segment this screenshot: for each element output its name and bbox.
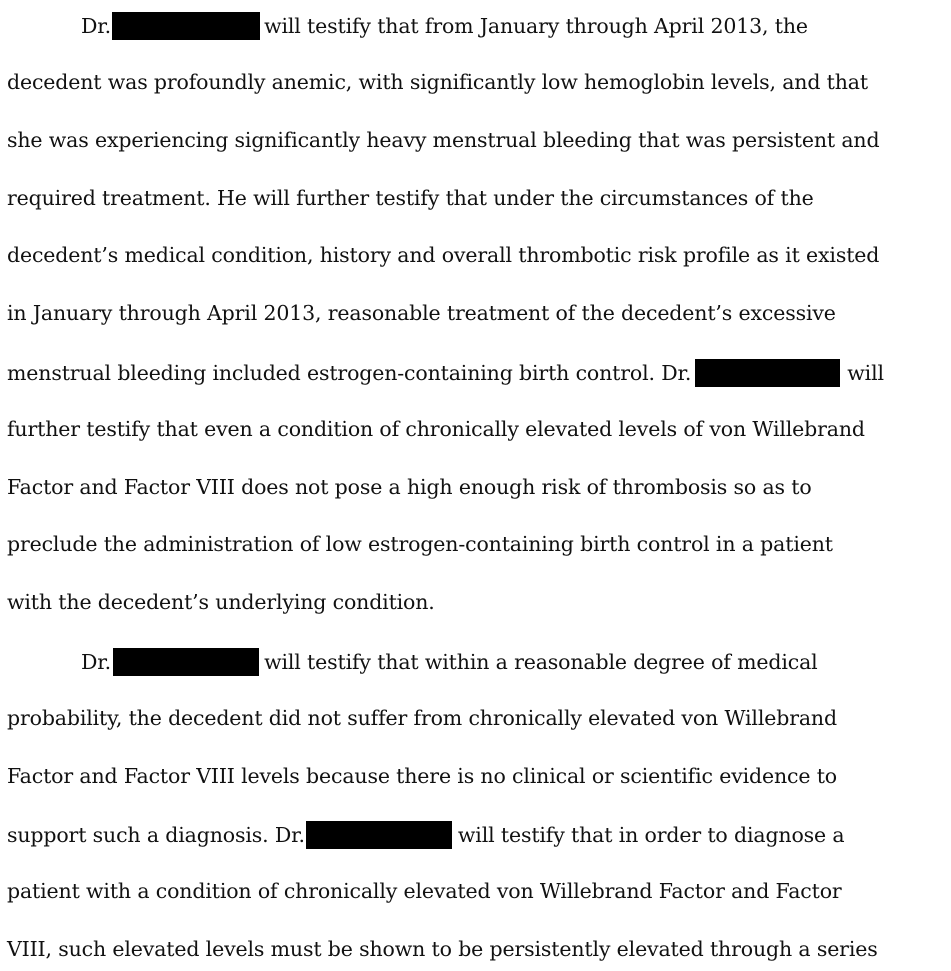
paragraph-1-line-2: decedent was profoundly anemic, with significantly low hemoglobin levels, and that: [7, 70, 868, 94]
paragraph-1-line-5: decedent’s medical condition, history and overall thrombotic risk profile as it existed: [7, 243, 880, 267]
doctor-prefix: Dr.: [81, 650, 112, 674]
redaction-block: [695, 359, 840, 387]
paragraph-2-line-6: VIII, such elevated levels must be shown to be persistently elevated through a series: [7, 937, 878, 961]
paragraph-1-line-10: preclude the administration of low estrogen-containing birth control in a patient: [7, 532, 833, 556]
paragraph-1-line-11: with the decedent’s underlying condition.: [7, 590, 435, 614]
paragraph-1-line-1: [81, 12, 808, 36]
paragraph-1-line-8: further testify that even a condition of chronically elevated levels of von Willebrand: [7, 417, 865, 441]
paragraph-1-line-6: in January through April 2013, reasonable treatment of the decedent’s excessive: [7, 301, 836, 325]
document-page: [7, 0, 951, 971]
paragraph-2-line-2: probability, the decedent did not suffer from chronically elevated von Willebrand: [7, 706, 837, 730]
redaction-block: [113, 648, 259, 676]
paragraph-2-line-4: [7, 821, 844, 845]
paragraph-1-line-4: required treatment. He will further testify that under the circumstances of the: [7, 186, 814, 210]
paragraph-2-line-1: [81, 648, 818, 672]
line-text: will testify that in order to diagnose a: [457, 823, 845, 847]
paragraph-2-line-3: Factor and Factor VIII levels because there is no clinical or scientific evidence to: [7, 764, 837, 788]
doctor-prefix: Dr.: [81, 14, 112, 38]
line-text: support such a diagnosis. Dr.: [7, 823, 305, 847]
paragraph-1-line-3: she was experiencing significantly heavy menstrual bleeding that was persistent and: [7, 128, 880, 152]
line-text: will: [847, 361, 884, 385]
redaction-block: [306, 821, 452, 849]
line-text: will testify that from January through April 2013, the: [264, 14, 808, 38]
paragraph-1-line-9: Factor and Factor VIII does not pose a high enough risk of thrombosis so as to: [7, 475, 812, 499]
paragraph-2-line-5: patient with a condition of chronically elevated von Willebrand Factor and Factor: [7, 879, 842, 903]
paragraph-1-line-7: [7, 359, 884, 383]
redaction-block: [112, 12, 260, 40]
line-text: menstrual bleeding included estrogen-containing birth control. Dr.: [7, 361, 692, 385]
line-text: will testify that within a reasonable degree of medical: [264, 650, 818, 674]
